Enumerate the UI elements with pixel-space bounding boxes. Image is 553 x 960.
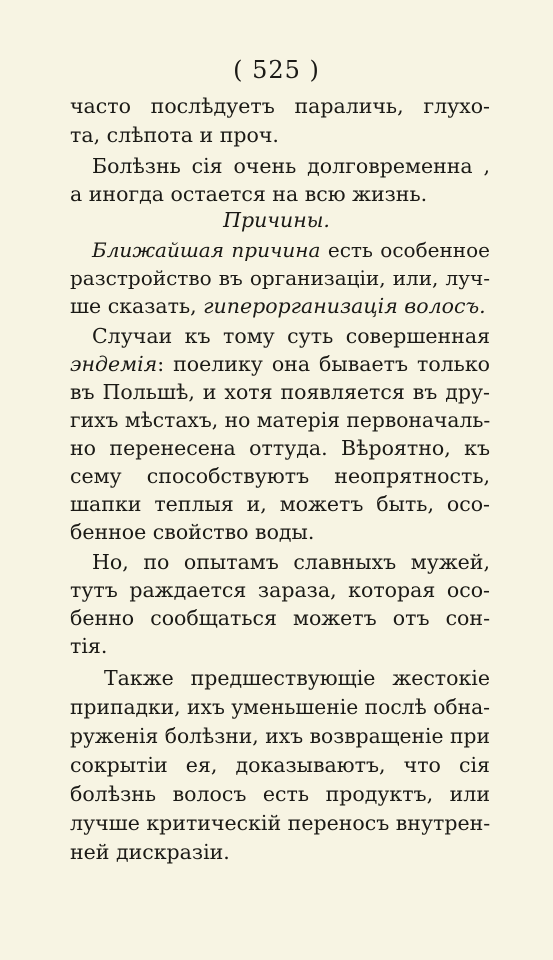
italic-term: гиперорганизація волосъ. [203, 294, 486, 318]
text-line [70, 354, 490, 375]
text-line: разстройство въ организаціи, или, луч- [70, 266, 490, 290]
text-line: но перенесена оттуда. Вѣроятно, къ [70, 436, 490, 460]
text-line: въ Польшѣ, и хотя появляется въ дру- [70, 380, 490, 404]
text-line: Но, по опытамъ славныхъ мужей, [92, 550, 490, 574]
text-run: ше сказать, [70, 294, 204, 318]
text-line: тія. [70, 634, 108, 658]
text-line: припадки, ихъ уменьшеніе послѣ обна- [70, 695, 490, 719]
italic-term: эндемія [70, 352, 158, 376]
text-run: есть особенное [320, 238, 490, 262]
text-line: бенно сообщаться можетъ отъ сон- [70, 606, 490, 630]
text-line: гихъ мѣстахъ, но матерія первоначаль- [70, 408, 491, 432]
text-line: сему способствуютъ неопрятность, [70, 464, 490, 488]
text-line [70, 296, 490, 317]
text-line: руженія болѣзни, ихъ возвращеніе при [70, 724, 490, 748]
text-line: лучше критическій переносъ внутрен- [70, 811, 491, 835]
text-line [92, 240, 490, 260]
text-line: та, слѣпота и проч. [70, 123, 279, 147]
text-line: болѣзнь волосъ есть продуктъ, или [70, 782, 490, 806]
text-line: Также предшествующіе жестокіе [104, 666, 490, 690]
italic-term: Ближайшая причина [92, 238, 321, 262]
text-line: Болѣзнь сія очень долговременна , [92, 154, 490, 178]
text-line: ней дискразіи. [70, 840, 230, 864]
text-line: часто послѣдуетъ параличь, глухо- [70, 94, 490, 118]
page-number: ( 525 ) [233, 56, 320, 84]
text-line: сокрытіи ея, доказываютъ, что сія [70, 753, 490, 777]
text-run: : поелику она бываетъ только [157, 352, 490, 376]
text-line: шапки теплыя и, можетъ быть, осо- [70, 492, 490, 516]
text-line: Случаи къ тому суть совершенная [92, 324, 490, 348]
text-line: бенное свойство воды. [70, 520, 315, 544]
text-line: тутъ раждается зараза, которая осо- [70, 578, 490, 602]
text-line: а иногда остается на всю жизнь. [70, 182, 428, 206]
section-heading: Причины. [223, 208, 330, 232]
